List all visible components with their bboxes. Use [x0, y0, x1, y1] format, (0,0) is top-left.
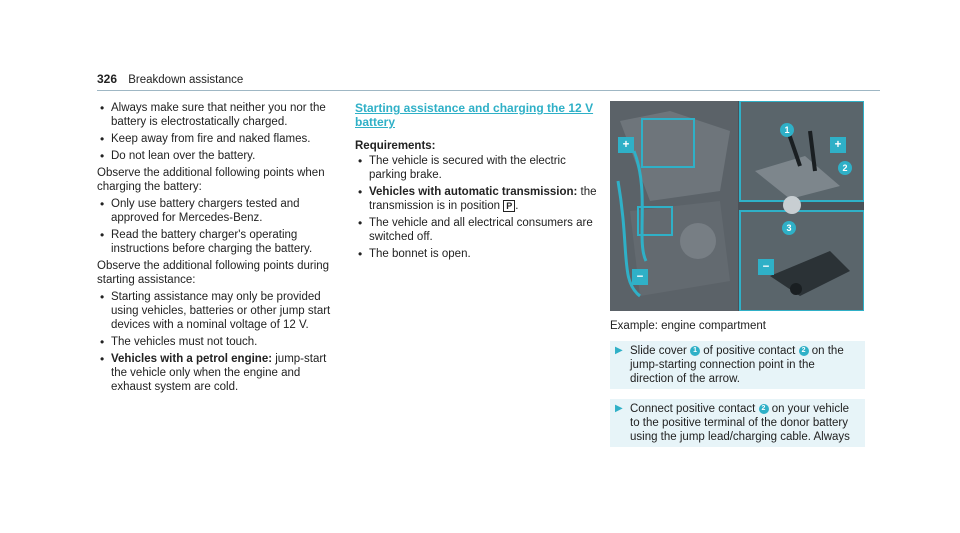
arrow-right-icon: ▶ [615, 403, 623, 414]
figure-caption: Example: engine compartment [610, 320, 766, 332]
auto-label: Vehicles with automatic transmission: [369, 186, 578, 198]
plus-icon: + [618, 137, 634, 153]
engine-illustration [610, 101, 864, 311]
instruction-step: ▶ Connect positive contact 2 on your vehicle to the positive terminal of the donor battery using the jump lead/charging cable. Always [610, 399, 865, 447]
list-item: • Starting assistance may only be provided using vehicles, batteries or other jump start devices with a nominal voltage of 12 V. [97, 290, 342, 332]
petrol-label: Vehicles with a petrol engine: [111, 353, 273, 365]
safety-list [97, 101, 342, 163]
minus-icon: − [758, 259, 774, 275]
right-column [610, 101, 865, 457]
park-position-icon: P [503, 200, 515, 212]
requirements-title: Requirements: [355, 140, 436, 152]
list-item: • The bonnet is open. [355, 247, 600, 261]
left-column [97, 101, 342, 397]
page-header [97, 72, 880, 91]
callout-1: 1 [780, 123, 794, 137]
requirements-list [355, 154, 600, 261]
page-number: 326 [97, 72, 118, 86]
callout-2-badge: 2 [759, 404, 769, 414]
callout-1-badge: 1 [690, 346, 700, 356]
section-heading-link[interactable]: Starting assistance and charging the 12 V battery [355, 101, 594, 129]
callout-3: 3 [782, 221, 796, 235]
starting-list [97, 290, 342, 394]
auto-text: the transmission is in position [369, 186, 597, 212]
list-item: • The vehicle and all electrical consumers are switched off. [355, 216, 600, 244]
callout-2-badge: 2 [799, 346, 809, 356]
callout-2: 2 [838, 161, 852, 175]
list-item: • Vehicles with automatic transmission: the transmission is in position P . [355, 185, 600, 213]
minus-icon: − [632, 269, 648, 285]
paragraph: Observe the additional following points when charging the battery: [97, 167, 325, 193]
instruction-step: ▶ Slide cover 1 of positive contact 2 on the jump-starting connection point in the direction of the arrow. [610, 341, 865, 389]
petrol-text: jump-start the vehicle only when the engine and exhaust system are cold. [111, 353, 327, 393]
list-item: • Always make sure that neither you nor the battery is electrostatically charged. [97, 101, 342, 129]
arrow-right-icon: ▶ [615, 345, 623, 356]
list-item: • Keep away from fire and naked flames. [97, 132, 342, 146]
list-item: • Do not lean over the battery. [97, 149, 342, 163]
charging-list [97, 197, 342, 256]
list-item: • The vehicles must not touch. [97, 335, 342, 349]
list-item: • The vehicle is secured with the electric parking brake. [355, 154, 600, 182]
engine-compartment-figure [610, 101, 864, 311]
list-item: • Read the battery charger's operating instructions before charging the battery. [97, 228, 342, 256]
list-item: • Only use battery chargers tested and approved for Mercedes-Benz. [97, 197, 342, 225]
section-title: Breakdown assistance [128, 74, 244, 86]
middle-column [355, 101, 600, 264]
list-item [97, 352, 342, 394]
plus-icon: + [830, 137, 846, 153]
paragraph: Observe the additional following points during starting assistance: [97, 260, 330, 286]
